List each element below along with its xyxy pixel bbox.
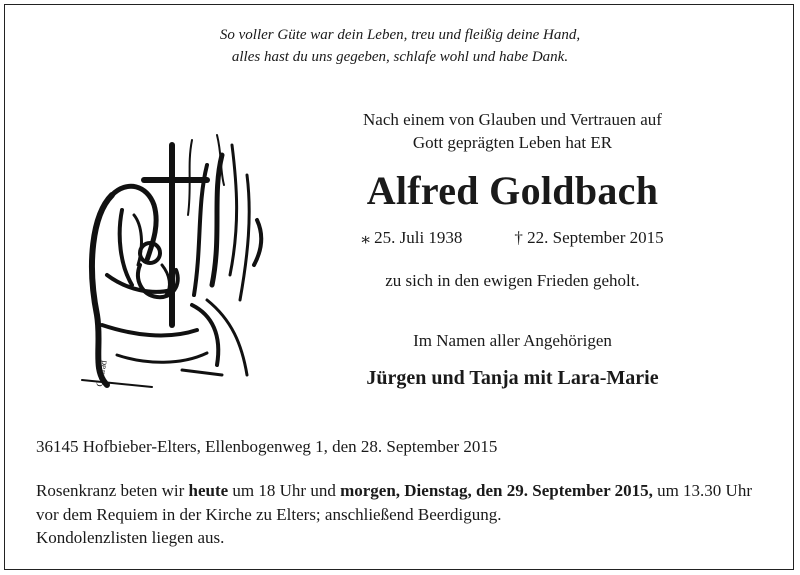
memorial-verse bbox=[0, 24, 800, 68]
notice-part-3: um 13.30 Uhr vor dem Requiem in der Kirche zu Elters; anschließend Beerdigung. bbox=[36, 481, 752, 524]
intro-text bbox=[325, 108, 700, 154]
intro-line-1: Nach einem von Glauben und Vertrauen auf bbox=[363, 110, 662, 129]
verse-line-2: alles hast du uns gegeben, schlafe wohl und habe Dank. bbox=[231, 49, 569, 65]
notice-part-1: Rosenkranz beten wir bbox=[36, 481, 189, 500]
notice-tomorrow: morgen, Dienstag, den 29. September 2015, bbox=[340, 481, 653, 500]
death-date: † 22. September 2015 bbox=[514, 228, 664, 247]
on-behalf-text: Im Namen aller Angehörigen bbox=[413, 331, 612, 350]
life-dates bbox=[325, 228, 700, 248]
birth-date: ⁎ 25. Juli 1938 bbox=[361, 228, 463, 247]
address-line: 36145 Hofbieber-Elters, Ellenbogenweg 1, den 28. September 2015 bbox=[36, 437, 498, 456]
passed-text: zu sich in den ewigen Frieden geholt. bbox=[385, 271, 640, 290]
intro-line-2: Gott geprägten Leben hat ER bbox=[412, 133, 613, 152]
family-names: Jürgen und Tanja mit Lara-Marie bbox=[366, 367, 659, 389]
condolence-note: Kondolenzlisten liegen aus. bbox=[36, 528, 225, 547]
deceased-name: Alfred Goldbach bbox=[366, 168, 659, 213]
notice-part-2: um 18 Uhr und bbox=[228, 481, 341, 500]
notice-today: heute bbox=[188, 481, 229, 500]
cross-mother-child-illustration bbox=[72, 125, 272, 395]
verse-line-1: So voller Güte war dein Leben, treu und fleißig deine Hand, bbox=[219, 27, 581, 43]
service-notice bbox=[36, 479, 776, 550]
artist-signature: Conrad bbox=[94, 359, 109, 388]
